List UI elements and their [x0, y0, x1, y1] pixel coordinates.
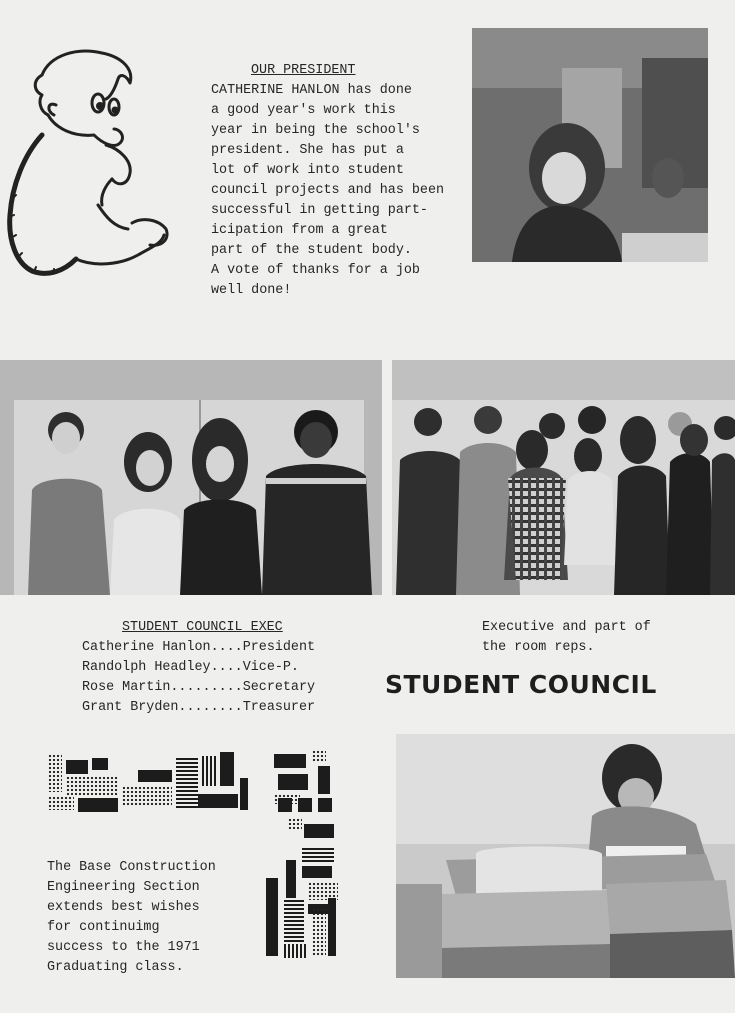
president-photo [472, 28, 708, 262]
ad-line: for continuimg [47, 920, 160, 935]
exec-line: Catherine Hanlon....President [82, 640, 316, 655]
president-line: a good year's work this [211, 103, 396, 118]
exec-heading: STUDENT COUNCIL EXEC [122, 620, 283, 635]
president-text-block [211, 61, 461, 301]
president-line: CATHERINE HANLON has done [211, 83, 412, 98]
exec-group-photo [0, 360, 382, 595]
student-at-desk-photo [396, 734, 735, 978]
president-line: well done! [211, 283, 292, 298]
ad-text-block [47, 858, 247, 978]
cartoon-character-icon [2, 45, 174, 280]
ad-line: The Base Construction [47, 860, 216, 875]
president-line: year in being the school's [211, 123, 420, 138]
section-title: STUDENT COUNCIL [385, 670, 657, 699]
president-line: successful in getting part- [211, 203, 428, 218]
president-heading: OUR PRESIDENT [251, 63, 356, 78]
president-line: icipation from a great [211, 223, 388, 238]
caption-line: Executive and part of [482, 620, 651, 635]
exec-line: Grant Bryden........Treasurer [82, 700, 316, 715]
ad-line: success to the 1971 [47, 940, 200, 955]
president-line: president. She has put a [211, 143, 404, 158]
exec-list [82, 618, 372, 718]
photo-caption [482, 618, 712, 658]
ad-line: Engineering Section [47, 880, 200, 895]
president-line: A vote of thanks for a job [211, 263, 420, 278]
president-line: part of the student body. [211, 243, 412, 258]
ad-line: extends best wishes [47, 900, 200, 915]
exec-line: Randolph Headley....Vice-P. [82, 660, 299, 675]
caption-line: the room reps. [482, 640, 595, 655]
exec-line: Rose Martin.........Secretary [82, 680, 316, 695]
president-line: lot of work into student [211, 163, 404, 178]
cartoon-drawing [2, 45, 174, 280]
president-line: council projects and has been [211, 183, 445, 198]
ad-line: Graduating class. [47, 960, 184, 975]
room-reps-photo [392, 360, 735, 595]
